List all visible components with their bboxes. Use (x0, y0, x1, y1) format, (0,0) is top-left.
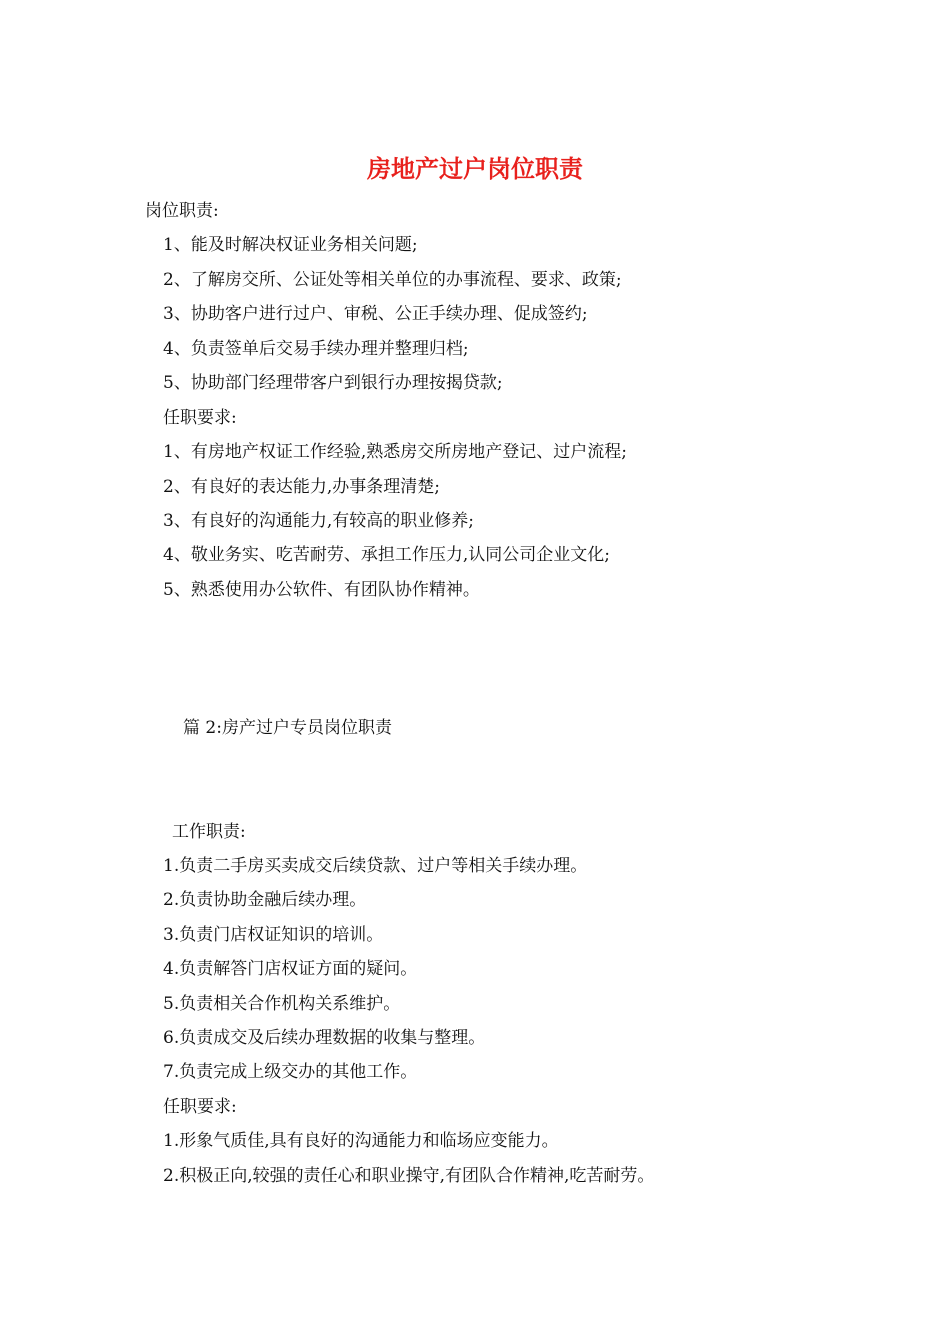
requirement-item: 4、敬业务实、吃苦耐劳、承担工作压力,认同公司企业文化; (163, 545, 610, 565)
requirement-item: 2、有良好的表达能力,办事条理清楚; (163, 477, 440, 497)
work-duties-heading: 工作职责: (172, 822, 246, 842)
duty-item: 4、负责签单后交易手续办理并整理归档; (163, 339, 469, 359)
duty-item: 3.负责门店权证知识的培训。 (163, 925, 384, 945)
duty-item: 1.负责二手房买卖成交后续贷款、过户等相关手续办理。 (163, 856, 588, 876)
page-title: 房地产过户岗位职责 (367, 154, 583, 183)
duty-item: 3、协助客户进行过户、审税、公正手续办理、促成签约; (163, 304, 588, 324)
duties-heading: 岗位职责: (145, 201, 219, 221)
duty-item: 2、了解房交所、公证处等相关单位的办事流程、要求、政策; (163, 270, 622, 290)
duty-item: 1、能及时解决权证业务相关问题; (163, 235, 418, 255)
duty-item: 4.负责解答门店权证方面的疑问。 (163, 959, 418, 979)
requirement-item: 1.形象气质佳,具有良好的沟通能力和临场应变能力。 (163, 1131, 559, 1151)
duty-item: 2.负责协助金融后续办理。 (163, 890, 367, 910)
section-heading: 篇 2:房产过户专员岗位职责 (183, 718, 392, 738)
duty-item: 5.负责相关合作机构关系维护。 (163, 994, 401, 1014)
requirements-heading: 任职要求: (163, 1097, 237, 1117)
requirement-item: 5、熟悉使用办公软件、有团队协作精神。 (163, 580, 480, 600)
requirement-item: 3、有良好的沟通能力,有较高的职业修养; (163, 511, 474, 531)
requirement-item: 2.积极正向,较强的责任心和职业操守,有团队合作精神,吃苦耐劳。 (163, 1166, 655, 1186)
duty-item: 6.负责成交及后续办理数据的收集与整理。 (163, 1028, 486, 1048)
requirements-heading: 任职要求: (163, 408, 237, 428)
duty-item: 5、协助部门经理带客户到银行办理按揭贷款; (163, 373, 503, 393)
requirement-item: 1、有房地产权证工作经验,熟悉房交所房地产登记、过户流程; (163, 442, 627, 462)
duty-item: 7.负责完成上级交办的其他工作。 (163, 1062, 418, 1082)
